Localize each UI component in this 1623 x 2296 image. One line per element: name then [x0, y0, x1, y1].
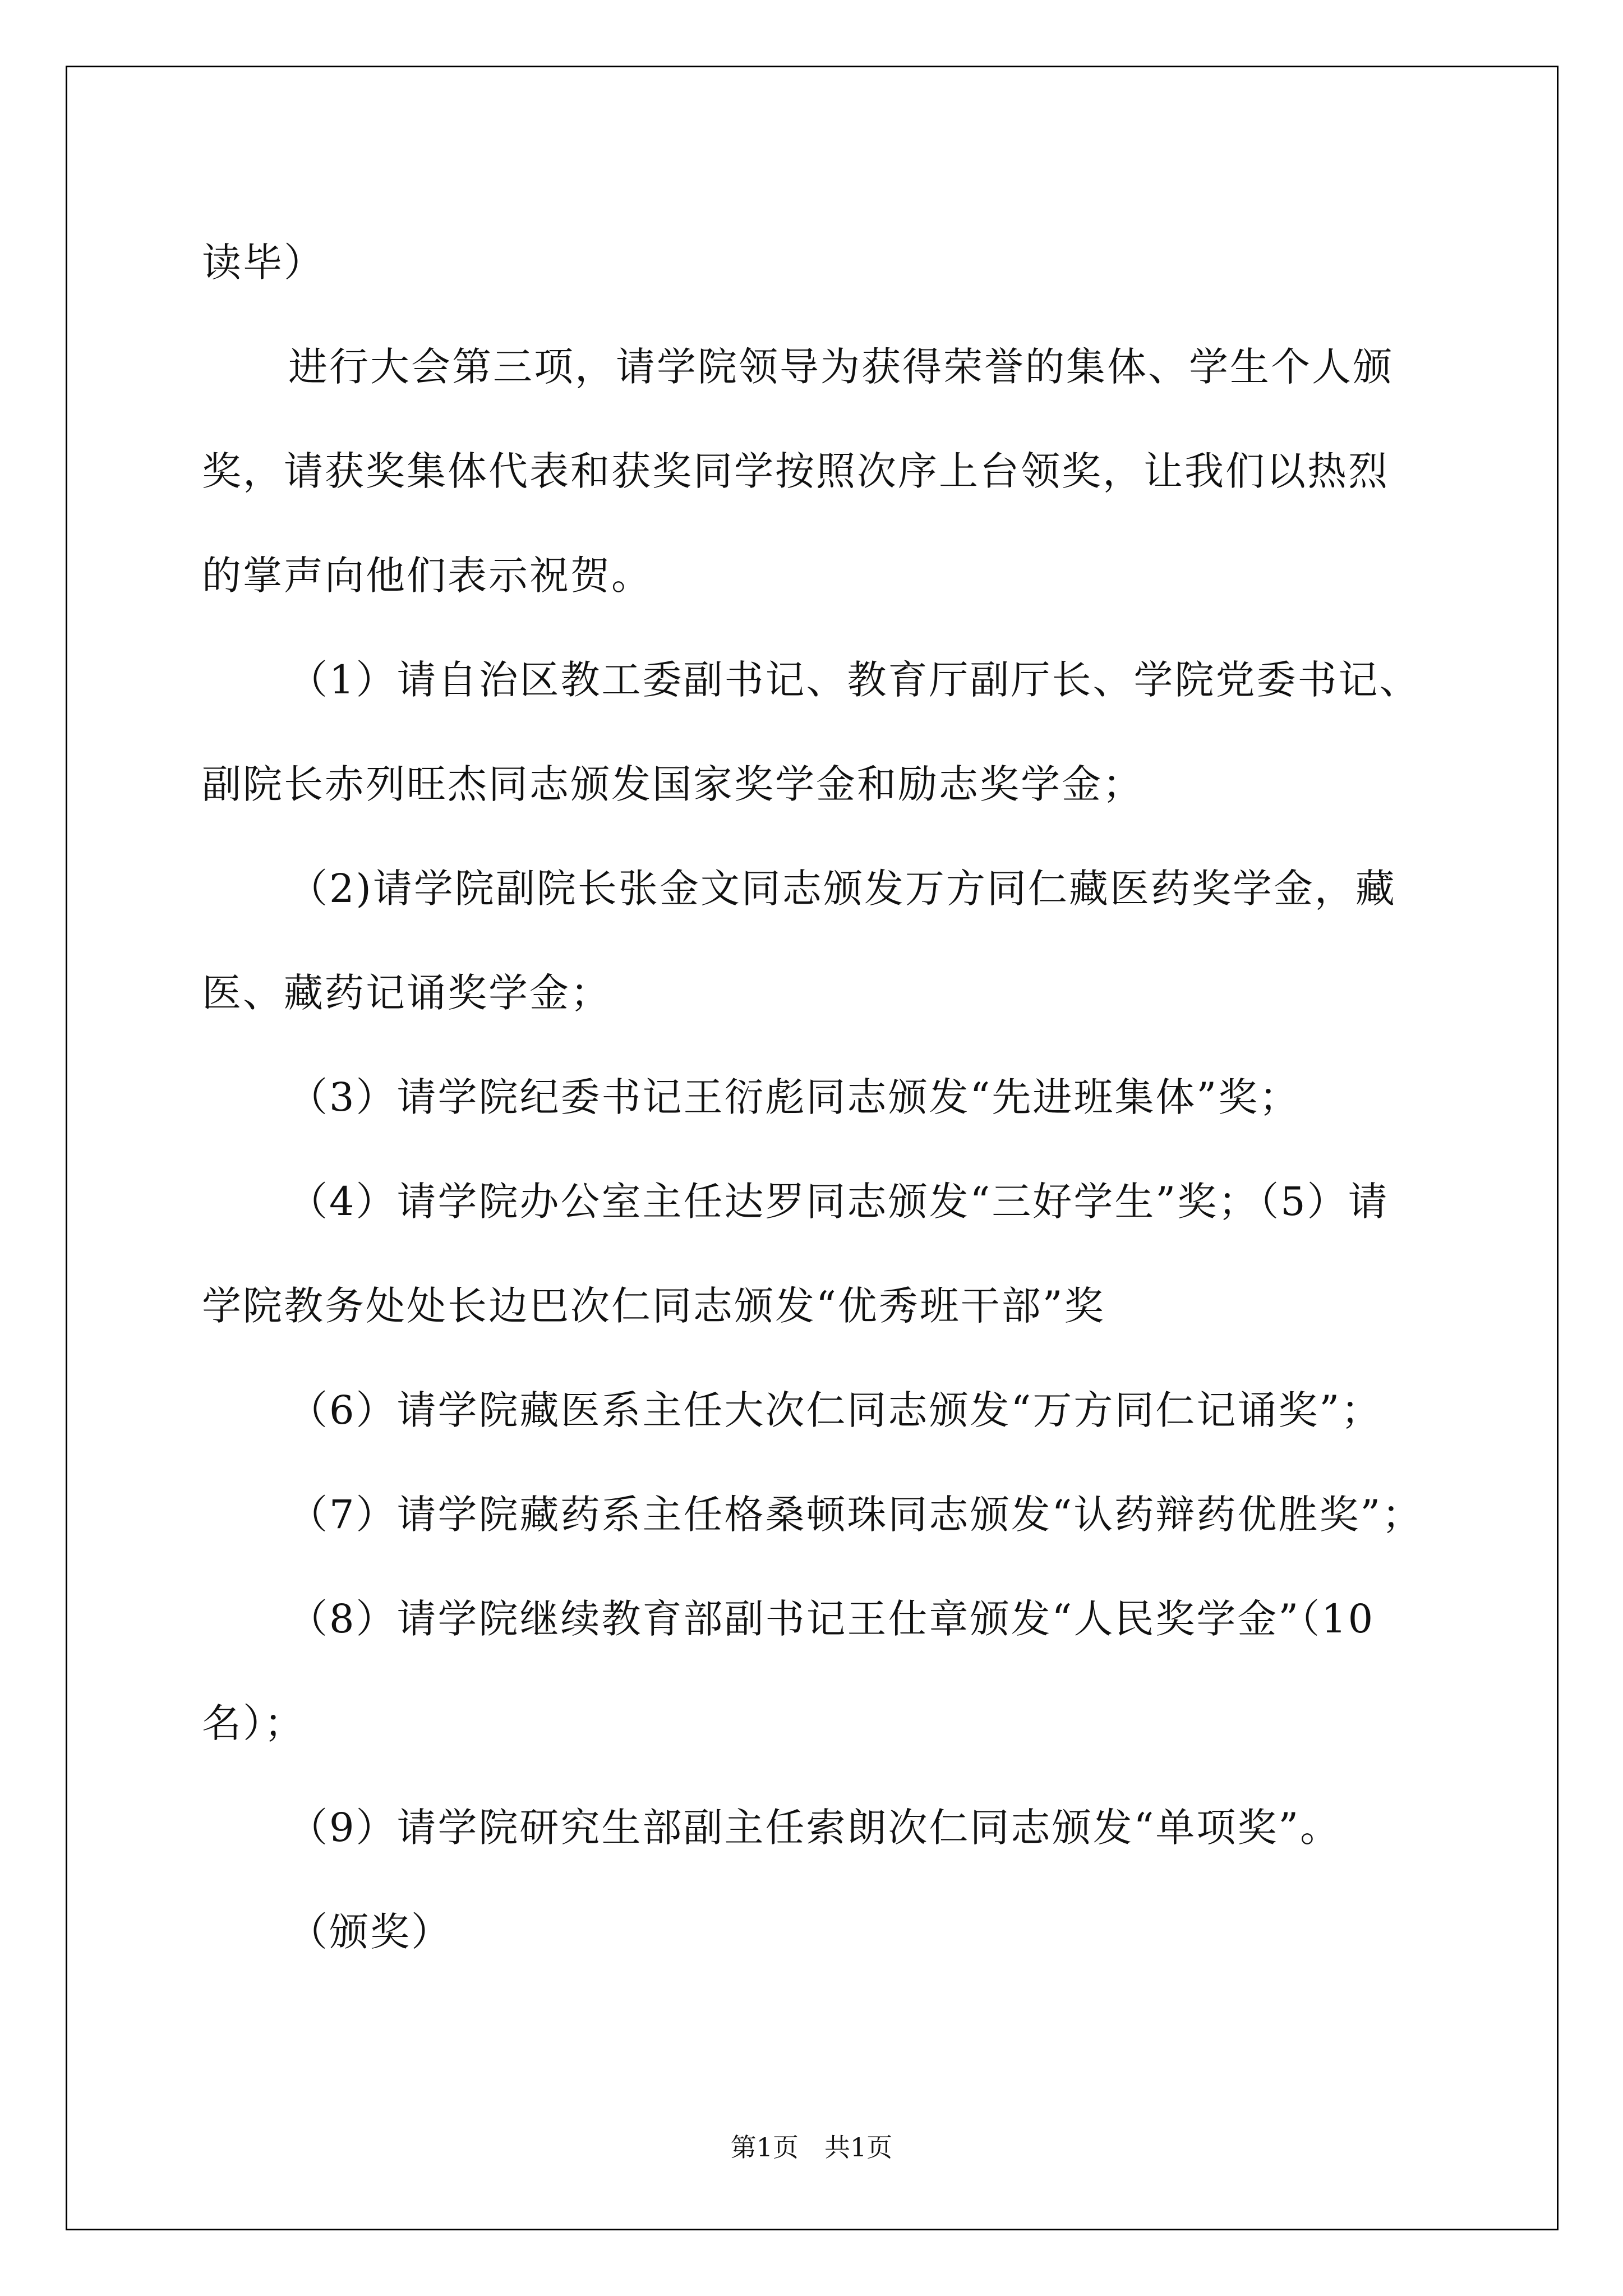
- paragraph-award-3: （3）请学院纪委书记王衍彪同志颁发“先进班集体”奖；: [288, 1074, 1301, 1120]
- paragraph-award-7: （7）请学院藏药系主任格桑顿珠同志颁发“认药辩药优胜奖”；: [288, 1492, 1423, 1538]
- paragraph-intro-end: 读毕）: [202, 240, 325, 286]
- paragraph-award-9: （9）请学院研究生部副主任索朗次仁同志颁发“单项奖”。: [288, 1805, 1341, 1851]
- paragraph-award-4-5: （4）请学院办公室主任达罗同志颁发“三好学生”奖；（5）请学院教务处处长边巴次仁同志颁发“优秀班干部”奖: [202, 1179, 1389, 1329]
- paragraph-presentation: （颁奖）: [288, 1909, 452, 1955]
- paragraph-award-1: （1）请自治区教工委副书记、教育厅副厅长、学院党委书记、副院长赤列旺杰同志颁发国家奖学金和励志奖学金；: [202, 657, 1421, 807]
- page-number-footer: 第1页 共1页: [730, 2132, 893, 2162]
- document-body: [202, 210, 1428, 1984]
- paragraph-third-item: 进行大会第三项，请学院领导为获得荣誉的集体、学生个人颁奖，请获奖集体代表和获奖同学按照次序上台领奖，让我们以热烈的掌声向他们表示祝贺。: [202, 344, 1394, 599]
- paragraph-award-6: （6）请学院藏医系主任大次仁同志颁发“万方同仁记诵奖”；: [288, 1387, 1382, 1433]
- paragraph-award-2: （2)请学院副院长张金文同志颁发万方同仁藏医药奖学金，藏医、藏药记诵奖学金；: [202, 866, 1396, 1016]
- paragraph-award-8: （8）请学院继续教育部副书记王仕章颁发“人民奖学金”（10名）；: [202, 1596, 1375, 1746]
